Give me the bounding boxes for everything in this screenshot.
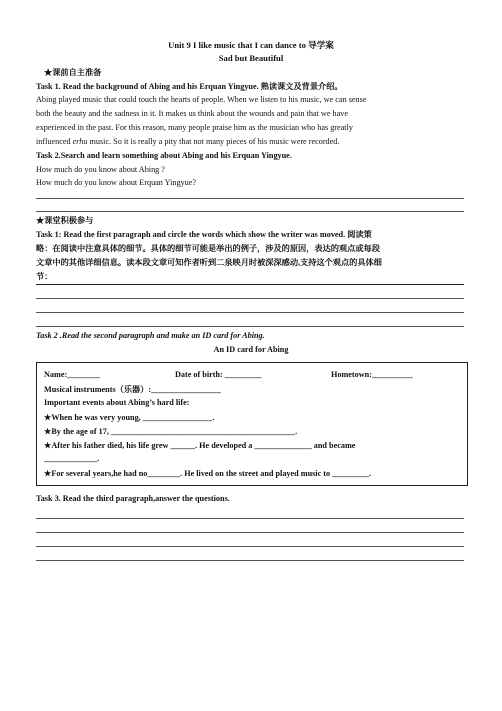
in-task1-line: 节： — [36, 272, 53, 281]
id-events-title: Important events about Abing’s hard life: — [44, 398, 190, 407]
answer-line[interactable] — [36, 518, 464, 519]
id-hometown-field[interactable]: Hometown:__________ — [331, 370, 413, 379]
background-paragraph-line: both the beauty and the sadness in it. It makes us think about the wounds and pain that we have — [36, 109, 348, 118]
question-erquan: How much do you know about Erquan Yingyue? — [36, 178, 197, 187]
background-paragraph-line: Abing played music that could touch the hearts of people. When we listen to his music, we can sense — [36, 95, 367, 104]
answer-line[interactable] — [36, 312, 464, 313]
pre-task2-title: Task 2.Search and learn something about Abing and his Erquan Yingyue. — [36, 151, 292, 160]
answer-line[interactable] — [36, 532, 464, 533]
id-instruments-field[interactable]: Musical instruments（乐器）:_________________ — [44, 385, 221, 394]
page-title: Unit 9 I like music that I can dance to 导学案 — [168, 40, 334, 50]
pre-task1-title: Task 1. Read the background of Abing and his Erquan Yingyue. 熟读课文及背景介绍。 — [36, 82, 343, 91]
para-text: music. So it is really a pity that not many pieces of his music were recorded. — [87, 137, 340, 146]
id-event-item[interactable]: ★By the age of 17, _____________________________________________. — [44, 427, 298, 436]
in-task1-line: Task 1: Read the first paragraph and circle the words which show the writer was moved. 阅读策 — [36, 230, 372, 239]
erhu-term: erhu — [72, 137, 88, 146]
id-name-field[interactable]: Name:________ — [44, 370, 100, 379]
answer-line[interactable] — [36, 560, 464, 561]
in-class-heading: ★课堂积极参与 — [36, 216, 94, 225]
background-paragraph-line: experienced in the past. For this reason, many people praise him as the musician who has greatly — [36, 123, 353, 132]
answer-line[interactable] — [36, 326, 464, 327]
id-dob-field[interactable]: Date of birth: _________ — [175, 370, 262, 379]
id-event-item[interactable]: ★For several years,he had no________. He lived on the street and played music to _________. — [44, 469, 372, 478]
id-card-title: An ID card for Abing — [213, 345, 289, 354]
question-abing: How much do you know about Abing ? — [36, 165, 165, 174]
in-task1-line: 文章中的其他详细信息。读本段文章可知作者听到二泉映月时被深深感动,支持这个观点的具体细 — [36, 258, 382, 267]
id-event-item[interactable]: ★After his father died, his life grew ______. He developed a ______________ and became — [44, 441, 356, 450]
in-task2-title: Task 2 .Read the second paragraph and make an ID card for Abing. — [36, 331, 265, 340]
answer-line[interactable] — [36, 198, 464, 199]
answer-line[interactable] — [36, 298, 464, 299]
background-paragraph-line-last — [36, 137, 339, 146]
answer-line[interactable] — [36, 546, 464, 547]
para-text: influenced — [36, 137, 73, 146]
answer-line[interactable] — [36, 284, 464, 285]
pre-class-heading: ★课前自主准备 — [44, 68, 102, 77]
answer-line[interactable] — [36, 211, 464, 212]
page-subtitle: Sad but Beautiful — [218, 53, 284, 63]
in-task1-line: 略：在阅读中注意具体的细节。具体的细节可能是举出的例子，涉及的原因，表达的观点或每段 — [36, 244, 380, 253]
id-event-item-cont[interactable]: _____________. — [44, 454, 100, 463]
id-event-item[interactable]: ★When he was very young, _________________. — [44, 413, 215, 422]
in-task3-title: Task 3. Read the third paragraph,answer the questions. — [36, 494, 230, 503]
